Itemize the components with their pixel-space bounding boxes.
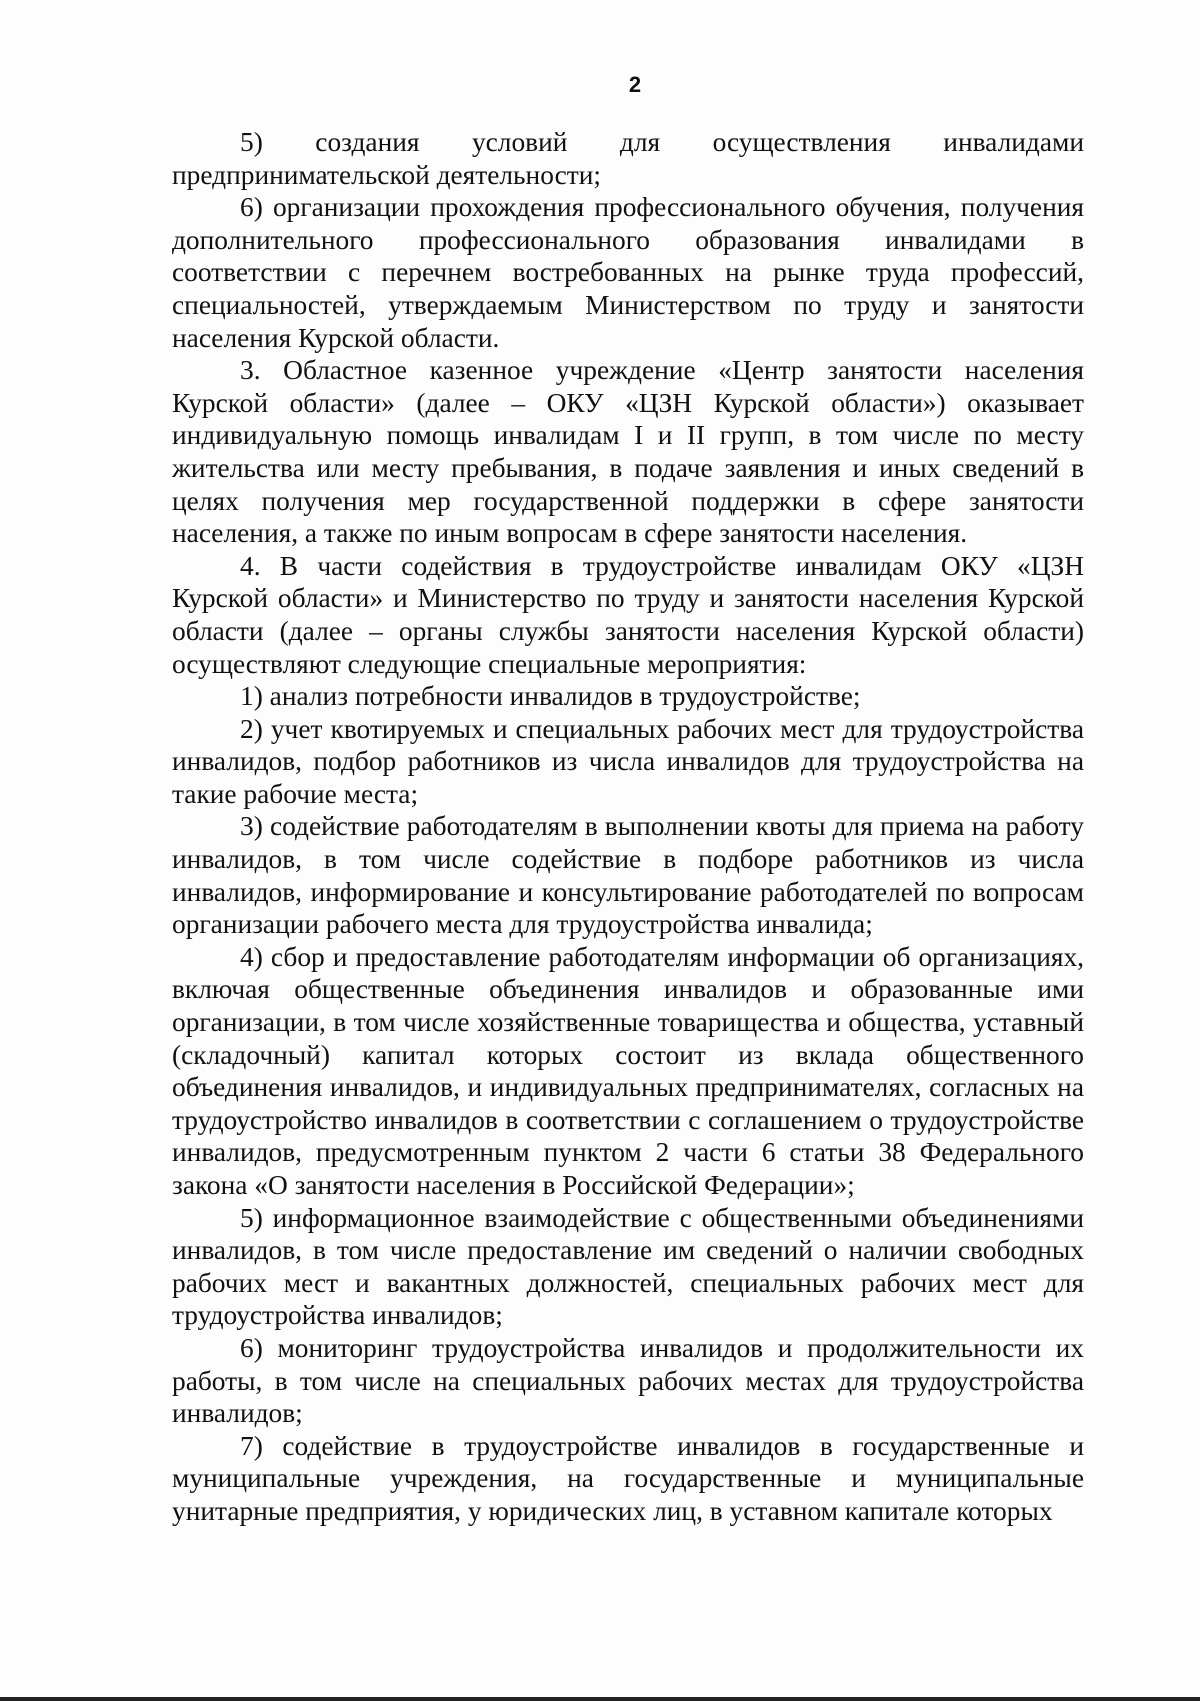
paragraph-measure-3: 3) содействие работодателям в выполнении квоты для приема на работу инвалидов, в том числе содействие в подборе работников из числа инвалидов, информирование и консультирование работодателей по вопросам организации рабочего места для трудоустройства инвалида; (172, 811, 1084, 940)
paragraph-section-4: 4. В части содействия в трудоустройстве инвалидам ОКУ «ЦЗН Курской области» и Министерство по труду и занятости населения Курской области (далее – органы службы занятости населения Курской области) осуществляют следующие специальные мероприятия: (172, 550, 1084, 679)
paragraph-measure-7: 7) содействие в трудоустройстве инвалидов в государственные и муниципальные учреждения, на государственные и муниципальные унитарные предприятия, у юридических лиц, в уставном капитале которых (172, 1430, 1084, 1526)
paragraph-measure-4: 4) сбор и предоставление работодателям информации об организациях, включая общественные объединения инвалидов и образованные ими организации, в том числе хозяйственные товарищества и общества, уставный (складочный) капитал которых состоит из вклада общественного объединения инвалидов, и индивидуальных предпринимателях, согласных на трудоустройство инвалидов в соответствии с соглашением о трудоустройстве инвалидов, предусмотренным пунктом 2 части 6 статьи 38 Федерального закона «О занятости населения в Российской Федерации»; (172, 941, 1084, 1200)
page-number: 2 (628, 72, 642, 97)
paragraph-measure-6: 6) мониторинг трудоустройства инвалидов и продолжительности их работы, в том числе на специальных рабочих местах для трудоустройства инвалидов; (172, 1332, 1084, 1429)
paragraph-measure-2: 2) учет квотируемых и специальных рабочих мест для трудоустройства инвалидов, подбор работников из числа инвалидов для трудоустройства на такие рабочие места; (172, 713, 1084, 809)
paragraph-measure-1: 1) анализ потребности инвалидов в трудоустройстве; (240, 681, 861, 712)
paragraph-section-3: 3. Областное казенное учреждение «Центр занятости населения Курской области» (далее – ОКУ «ЦЗН Курской области») оказывает индивидуальную помощь инвалидам I и II групп, в том числе по месту жительства или месту пребывания, в подаче заявления и иных сведений в целях получения мер государственной поддержки в сфере занятости населения, а также по иным вопросам в сфере занятости населения. (172, 355, 1084, 549)
paragraph-measure-5: 5) информационное взаимодействие с общественными объединениями инвалидов, в том числе предоставление им сведений о наличии свободных рабочих мест и вакантных должностей, специальных рабочих мест для трудоустройства инвалидов; (172, 1202, 1084, 1331)
paragraph-item-5-entrepreneurship: 5) создания условий для осуществления инвалидами предпринимательской деятельности; (172, 127, 1084, 190)
scan-bottom-edge (0, 1697, 1200, 1701)
paragraph-item-6-training: 6) организации прохождения профессионального обучения, получения дополнительного профессионального образования инвалидами в соответствии с перечнем востребованных на рынке труда профессий, специальностей, утверждаемым Министерством по труду и занятости населения Курской области. (172, 192, 1084, 353)
document-body (172, 126, 1084, 1528)
